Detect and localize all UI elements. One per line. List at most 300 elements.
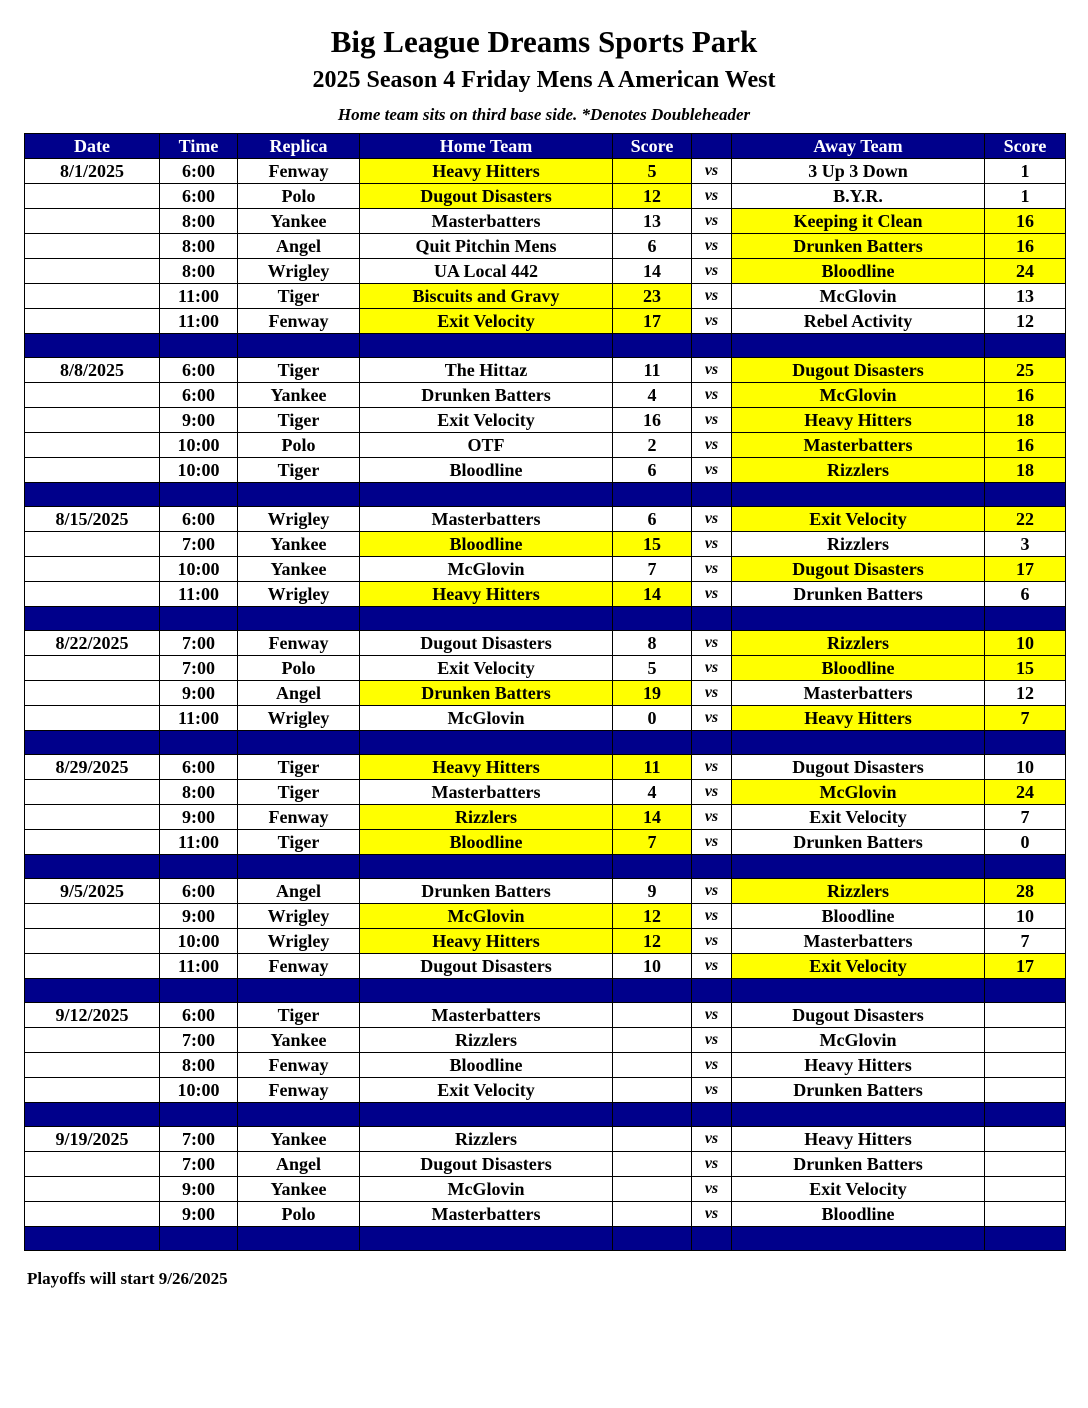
away-score-cell: [985, 1028, 1066, 1053]
home-score-cell: 14: [613, 582, 692, 607]
date-cell: [25, 433, 160, 458]
away-team-cell: Heavy Hitters: [732, 1053, 985, 1078]
home-team-cell: McGlovin: [360, 706, 613, 731]
away-team-cell: Heavy Hitters: [732, 706, 985, 731]
table-row: [25, 433, 1066, 458]
away-score-cell: [985, 1202, 1066, 1227]
away-score-cell: [985, 1127, 1066, 1152]
table-row: [25, 309, 1066, 334]
table-row: [25, 830, 1066, 855]
replica-cell: Tiger: [238, 358, 360, 383]
separator-cell: [160, 1227, 238, 1251]
separator-cell: [732, 1103, 985, 1127]
replica-cell: Yankee: [238, 557, 360, 582]
away-score-cell: [985, 1078, 1066, 1103]
home-score-cell: 17: [613, 309, 692, 334]
separator-cell: [360, 334, 613, 358]
table-row: [25, 631, 1066, 656]
time-cell: 6:00: [160, 159, 238, 184]
time-cell: 11:00: [160, 582, 238, 607]
home-team-cell: OTF: [360, 433, 613, 458]
home-team-cell: Heavy Hitters: [360, 159, 613, 184]
separator-cell: [25, 979, 160, 1003]
time-cell: 10:00: [160, 557, 238, 582]
table-row: [25, 159, 1066, 184]
home-score-cell: 6: [613, 507, 692, 532]
date-cell: [25, 309, 160, 334]
date-cell: [25, 184, 160, 209]
time-cell: 11:00: [160, 706, 238, 731]
vs-cell: vs: [692, 507, 732, 532]
col-header-away-score: Score: [985, 134, 1066, 159]
replica-cell: Fenway: [238, 1078, 360, 1103]
home-team-cell: Bloodline: [360, 458, 613, 483]
time-cell: 6:00: [160, 507, 238, 532]
time-cell: 6:00: [160, 1003, 238, 1028]
separator-cell: [160, 1103, 238, 1127]
table-row: [25, 1003, 1066, 1028]
separator-cell: [613, 731, 692, 755]
vs-cell: vs: [692, 805, 732, 830]
away-team-cell: Masterbatters: [732, 929, 985, 954]
away-score-cell: 22: [985, 507, 1066, 532]
date-cell: [25, 904, 160, 929]
away-score-cell: 16: [985, 383, 1066, 408]
separator-cell: [160, 979, 238, 1003]
home-score-cell: 4: [613, 780, 692, 805]
home-team-cell: Dugout Disasters: [360, 631, 613, 656]
away-team-cell: Dugout Disasters: [732, 755, 985, 780]
vs-cell: vs: [692, 879, 732, 904]
home-score-cell: 12: [613, 904, 692, 929]
week-separator-row: [25, 1103, 1066, 1127]
vs-cell: vs: [692, 1028, 732, 1053]
table-row: [25, 1202, 1066, 1227]
away-team-cell: 3 Up 3 Down: [732, 159, 985, 184]
separator-cell: [360, 1227, 613, 1251]
home-score-cell: 0: [613, 706, 692, 731]
date-cell: [25, 1028, 160, 1053]
home-score-cell: 2: [613, 433, 692, 458]
week-separator-row: [25, 979, 1066, 1003]
away-team-cell: Exit Velocity: [732, 805, 985, 830]
separator-cell: [238, 334, 360, 358]
date-cell: [25, 408, 160, 433]
home-score-cell: [613, 1127, 692, 1152]
separator-cell: [692, 855, 732, 879]
date-cell: 8/15/2025: [25, 507, 160, 532]
separator-cell: [692, 731, 732, 755]
replica-cell: Tiger: [238, 755, 360, 780]
vs-cell: vs: [692, 458, 732, 483]
separator-cell: [613, 607, 692, 631]
separator-cell: [25, 607, 160, 631]
vs-cell: vs: [692, 954, 732, 979]
date-cell: [25, 1078, 160, 1103]
replica-cell: Angel: [238, 879, 360, 904]
table-row: [25, 582, 1066, 607]
separator-cell: [238, 1103, 360, 1127]
date-cell: [25, 582, 160, 607]
date-cell: 8/22/2025: [25, 631, 160, 656]
vs-cell: vs: [692, 532, 732, 557]
vs-cell: vs: [692, 408, 732, 433]
time-cell: 11:00: [160, 309, 238, 334]
separator-cell: [25, 1227, 160, 1251]
away-score-cell: 25: [985, 358, 1066, 383]
replica-cell: Tiger: [238, 780, 360, 805]
vs-cell: vs: [692, 309, 732, 334]
home-team-cell: Dugout Disasters: [360, 954, 613, 979]
vs-cell: vs: [692, 830, 732, 855]
time-cell: 6:00: [160, 755, 238, 780]
table-row: [25, 1028, 1066, 1053]
home-team-cell: Exit Velocity: [360, 1078, 613, 1103]
table-row: [25, 681, 1066, 706]
replica-cell: Tiger: [238, 284, 360, 309]
away-score-cell: 7: [985, 805, 1066, 830]
away-team-cell: Drunken Batters: [732, 1078, 985, 1103]
table-row: [25, 904, 1066, 929]
time-cell: 7:00: [160, 1028, 238, 1053]
home-team-cell: Exit Velocity: [360, 656, 613, 681]
separator-cell: [238, 979, 360, 1003]
time-cell: 8:00: [160, 259, 238, 284]
time-cell: 11:00: [160, 284, 238, 309]
time-cell: 10:00: [160, 433, 238, 458]
date-cell: [25, 259, 160, 284]
table-row: [25, 184, 1066, 209]
vs-cell: vs: [692, 755, 732, 780]
away-score-cell: 16: [985, 433, 1066, 458]
table-row: [25, 954, 1066, 979]
separator-cell: [25, 334, 160, 358]
vs-cell: vs: [692, 284, 732, 309]
away-score-cell: 24: [985, 780, 1066, 805]
separator-cell: [692, 1103, 732, 1127]
separator-cell: [985, 334, 1066, 358]
col-header-home-score: Score: [613, 134, 692, 159]
vs-cell: vs: [692, 1177, 732, 1202]
week-separator-row: [25, 607, 1066, 631]
away-score-cell: 28: [985, 879, 1066, 904]
home-score-cell: 5: [613, 159, 692, 184]
vs-cell: vs: [692, 681, 732, 706]
home-score-cell: 19: [613, 681, 692, 706]
date-cell: [25, 458, 160, 483]
home-score-cell: [613, 1028, 692, 1053]
home-team-cell: Heavy Hitters: [360, 582, 613, 607]
home-team-cell: Bloodline: [360, 830, 613, 855]
schedule-body: [25, 159, 1066, 1251]
away-team-cell: Keeping it Clean: [732, 209, 985, 234]
separator-cell: [985, 1227, 1066, 1251]
away-team-cell: Rizzlers: [732, 458, 985, 483]
separator-cell: [985, 483, 1066, 507]
table-row: [25, 383, 1066, 408]
away-team-cell: Rizzlers: [732, 879, 985, 904]
home-team-cell: Quit Pitchin Mens: [360, 234, 613, 259]
table-row: [25, 458, 1066, 483]
vs-cell: vs: [692, 631, 732, 656]
home-score-cell: 7: [613, 557, 692, 582]
away-score-cell: [985, 1003, 1066, 1028]
away-score-cell: [985, 1177, 1066, 1202]
table-row: [25, 656, 1066, 681]
away-score-cell: 13: [985, 284, 1066, 309]
separator-cell: [985, 855, 1066, 879]
replica-cell: Angel: [238, 1152, 360, 1177]
vs-cell: vs: [692, 159, 732, 184]
home-team-cell: Biscuits and Gravy: [360, 284, 613, 309]
away-score-cell: 10: [985, 904, 1066, 929]
home-score-cell: 11: [613, 358, 692, 383]
home-team-cell: Bloodline: [360, 1053, 613, 1078]
home-score-cell: [613, 1078, 692, 1103]
vs-cell: vs: [692, 1127, 732, 1152]
away-team-cell: Bloodline: [732, 1202, 985, 1227]
date-cell: [25, 954, 160, 979]
time-cell: 9:00: [160, 904, 238, 929]
home-team-cell: Heavy Hitters: [360, 929, 613, 954]
vs-cell: vs: [692, 234, 732, 259]
home-score-cell: [613, 1003, 692, 1028]
schedule-table: [24, 133, 1066, 1251]
date-cell: [25, 830, 160, 855]
time-cell: 8:00: [160, 234, 238, 259]
table-row: [25, 259, 1066, 284]
replica-cell: Fenway: [238, 309, 360, 334]
vs-cell: vs: [692, 259, 732, 284]
time-cell: 9:00: [160, 1177, 238, 1202]
time-cell: 6:00: [160, 184, 238, 209]
vs-cell: vs: [692, 209, 732, 234]
home-team-cell: Masterbatters: [360, 780, 613, 805]
vs-cell: vs: [692, 184, 732, 209]
replica-cell: Wrigley: [238, 259, 360, 284]
vs-cell: vs: [692, 358, 732, 383]
date-cell: [25, 557, 160, 582]
home-score-cell: 13: [613, 209, 692, 234]
away-team-cell: Rebel Activity: [732, 309, 985, 334]
away-team-cell: McGlovin: [732, 383, 985, 408]
away-score-cell: 18: [985, 408, 1066, 433]
separator-cell: [985, 1103, 1066, 1127]
date-cell: 9/19/2025: [25, 1127, 160, 1152]
separator-cell: [25, 483, 160, 507]
date-cell: [25, 1053, 160, 1078]
home-score-cell: 5: [613, 656, 692, 681]
separator-cell: [613, 855, 692, 879]
page-title: Big League Dreams Sports Park: [330, 24, 758, 59]
home-score-cell: 11: [613, 755, 692, 780]
separator-cell: [238, 855, 360, 879]
away-score-cell: 7: [985, 929, 1066, 954]
replica-cell: Tiger: [238, 830, 360, 855]
time-cell: 8:00: [160, 209, 238, 234]
home-score-cell: 12: [613, 184, 692, 209]
time-cell: 6:00: [160, 358, 238, 383]
replica-cell: Yankee: [238, 209, 360, 234]
away-team-cell: Drunken Batters: [732, 1152, 985, 1177]
table-row: [25, 755, 1066, 780]
replica-cell: Tiger: [238, 458, 360, 483]
vs-cell: vs: [692, 1078, 732, 1103]
table-row: [25, 1152, 1066, 1177]
separator-cell: [613, 1227, 692, 1251]
home-team-cell: Dugout Disasters: [360, 184, 613, 209]
home-team-cell: Masterbatters: [360, 507, 613, 532]
separator-cell: [25, 1103, 160, 1127]
week-separator-row: [25, 1227, 1066, 1251]
away-team-cell: Exit Velocity: [732, 1177, 985, 1202]
replica-cell: Wrigley: [238, 507, 360, 532]
time-cell: 10:00: [160, 929, 238, 954]
separator-cell: [732, 731, 985, 755]
home-team-cell: McGlovin: [360, 1177, 613, 1202]
replica-cell: Tiger: [238, 408, 360, 433]
table-row: [25, 358, 1066, 383]
home-team-cell: Rizzlers: [360, 805, 613, 830]
away-score-cell: 1: [985, 184, 1066, 209]
col-header-home-team: Home Team: [360, 134, 613, 159]
away-score-cell: 7: [985, 706, 1066, 731]
time-cell: 9:00: [160, 408, 238, 433]
separator-cell: [160, 483, 238, 507]
away-score-cell: 16: [985, 234, 1066, 259]
away-score-cell: 12: [985, 681, 1066, 706]
separator-cell: [732, 334, 985, 358]
away-team-cell: McGlovin: [732, 780, 985, 805]
vs-cell: vs: [692, 656, 732, 681]
home-score-cell: 6: [613, 458, 692, 483]
table-row: [25, 879, 1066, 904]
col-header-replica: Replica: [238, 134, 360, 159]
home-team-cell: Drunken Batters: [360, 879, 613, 904]
time-cell: 9:00: [160, 1202, 238, 1227]
table-header-row: [25, 134, 1066, 159]
date-cell: 8/1/2025: [25, 159, 160, 184]
home-score-cell: 23: [613, 284, 692, 309]
home-score-cell: 10: [613, 954, 692, 979]
home-team-cell: UA Local 442: [360, 259, 613, 284]
home-team-cell: Bloodline: [360, 532, 613, 557]
col-header-away-team: Away Team: [732, 134, 985, 159]
date-cell: [25, 209, 160, 234]
replica-cell: Polo: [238, 1202, 360, 1227]
table-row: [25, 209, 1066, 234]
home-team-cell: McGlovin: [360, 557, 613, 582]
away-score-cell: 3: [985, 532, 1066, 557]
away-team-cell: Dugout Disasters: [732, 358, 985, 383]
separator-cell: [613, 334, 692, 358]
home-score-cell: 8: [613, 631, 692, 656]
away-team-cell: Masterbatters: [732, 681, 985, 706]
date-cell: [25, 929, 160, 954]
time-cell: 11:00: [160, 830, 238, 855]
away-score-cell: 10: [985, 631, 1066, 656]
replica-cell: Polo: [238, 656, 360, 681]
away-team-cell: Dugout Disasters: [732, 1003, 985, 1028]
date-cell: [25, 284, 160, 309]
away-team-cell: Drunken Batters: [732, 234, 985, 259]
separator-cell: [160, 731, 238, 755]
separator-cell: [160, 607, 238, 631]
away-score-cell: 24: [985, 259, 1066, 284]
away-team-cell: Heavy Hitters: [732, 1127, 985, 1152]
date-cell: 9/12/2025: [25, 1003, 160, 1028]
away-team-cell: Bloodline: [732, 904, 985, 929]
away-score-cell: 0: [985, 830, 1066, 855]
separator-cell: [732, 1227, 985, 1251]
table-row: [25, 1177, 1066, 1202]
away-score-cell: [985, 1053, 1066, 1078]
time-cell: 10:00: [160, 1078, 238, 1103]
table-row: [25, 706, 1066, 731]
replica-cell: Fenway: [238, 159, 360, 184]
replica-cell: Yankee: [238, 1028, 360, 1053]
home-team-cell: Rizzlers: [360, 1028, 613, 1053]
away-team-cell: Exit Velocity: [732, 954, 985, 979]
separator-cell: [360, 1103, 613, 1127]
away-team-cell: Bloodline: [732, 259, 985, 284]
replica-cell: Yankee: [238, 383, 360, 408]
home-team-cell: Dugout Disasters: [360, 1152, 613, 1177]
home-team-cell: Rizzlers: [360, 1127, 613, 1152]
week-separator-row: [25, 855, 1066, 879]
date-cell: [25, 1177, 160, 1202]
separator-cell: [613, 483, 692, 507]
away-team-cell: McGlovin: [732, 284, 985, 309]
playoffs-note: Playoffs will start 9/26/2025: [27, 1269, 228, 1288]
date-cell: 9/5/2025: [25, 879, 160, 904]
home-team-cell: Masterbatters: [360, 209, 613, 234]
home-score-cell: 6: [613, 234, 692, 259]
away-team-cell: Heavy Hitters: [732, 408, 985, 433]
home-score-cell: [613, 1053, 692, 1078]
separator-cell: [160, 855, 238, 879]
col-header-date: Date: [25, 134, 160, 159]
table-row: [25, 780, 1066, 805]
date-cell: [25, 656, 160, 681]
away-team-cell: Dugout Disasters: [732, 557, 985, 582]
date-cell: [25, 383, 160, 408]
separator-cell: [360, 483, 613, 507]
home-score-cell: 15: [613, 532, 692, 557]
away-team-cell: Masterbatters: [732, 433, 985, 458]
separator-cell: [692, 979, 732, 1003]
separator-cell: [732, 979, 985, 1003]
vs-cell: vs: [692, 904, 732, 929]
separator-cell: [360, 855, 613, 879]
col-header-time: Time: [160, 134, 238, 159]
away-score-cell: 10: [985, 755, 1066, 780]
page-subtitle: 2025 Season 4 Friday Mens A American West: [312, 67, 776, 93]
home-team-cell: Heavy Hitters: [360, 755, 613, 780]
separator-cell: [238, 483, 360, 507]
table-row: [25, 532, 1066, 557]
separator-cell: [613, 979, 692, 1003]
home-score-cell: 16: [613, 408, 692, 433]
away-team-cell: McGlovin: [732, 1028, 985, 1053]
vs-cell: vs: [692, 1202, 732, 1227]
home-team-cell: Exit Velocity: [360, 408, 613, 433]
table-row: [25, 1053, 1066, 1078]
date-cell: [25, 681, 160, 706]
table-row: [25, 234, 1066, 259]
home-team-cell: McGlovin: [360, 904, 613, 929]
separator-cell: [692, 334, 732, 358]
